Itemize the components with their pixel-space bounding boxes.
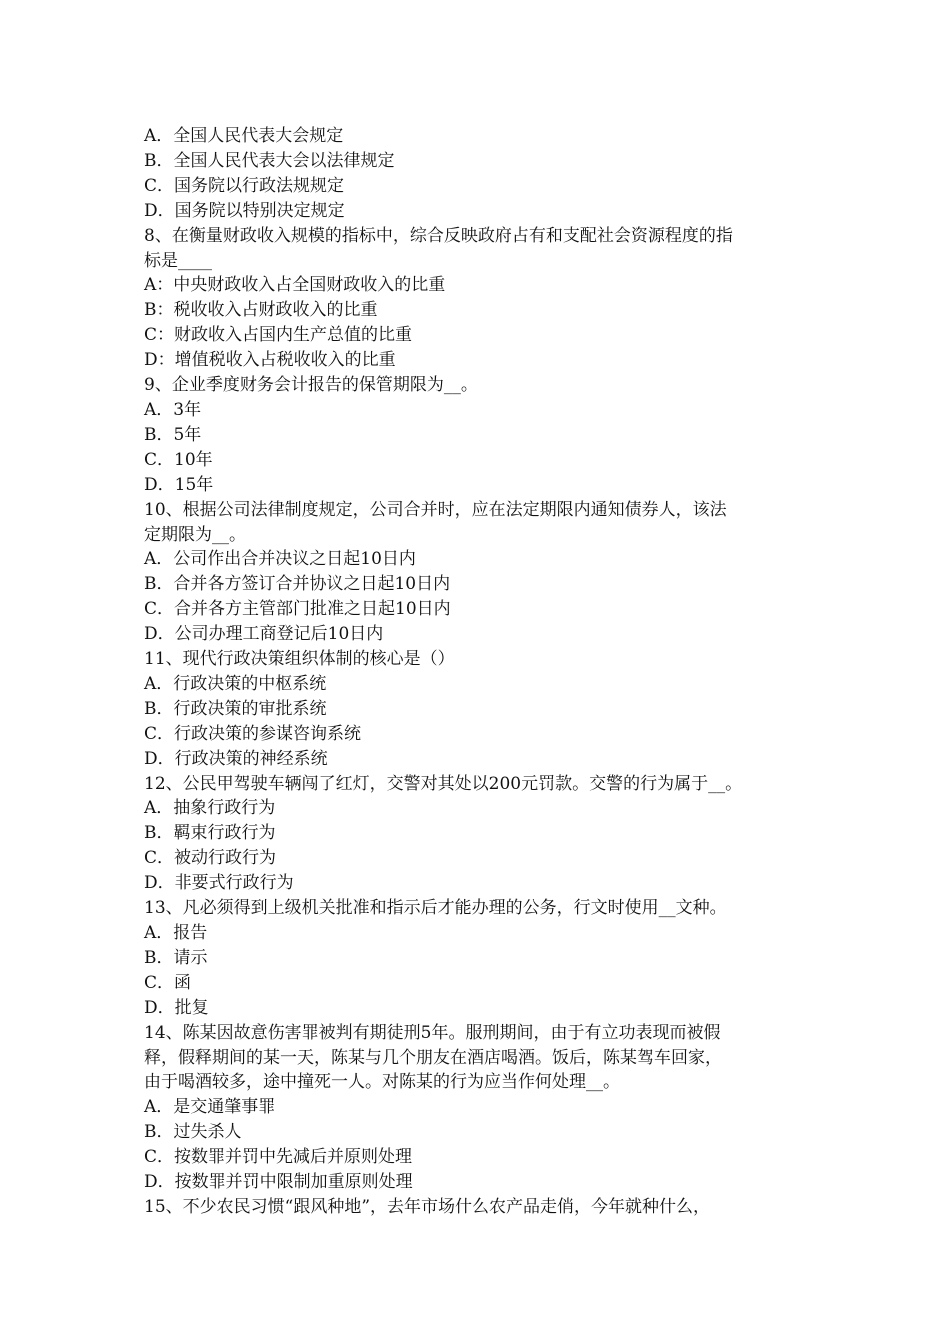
question-line: 释，假释期间的某一天，陈某与几个朋友在酒店喝酒。饭后，陈某驾车回家， bbox=[144, 1047, 722, 1068]
option-line: B．5年 bbox=[144, 424, 202, 445]
option-line: A：中央财政收入占全国财政收入的比重 bbox=[144, 275, 446, 296]
option-line: B．全国人民代表大会以法律规定 bbox=[144, 150, 395, 171]
question-line: 12、公民甲驾驶车辆闯了红灯，交警对其处以200元罚款。交警的行为属于__。 bbox=[144, 773, 743, 794]
option-line: C：财政收入占国内生产总值的比重 bbox=[144, 325, 413, 346]
option-line: D．行政决策的神经系统 bbox=[144, 748, 328, 769]
option-line: A．3年 bbox=[144, 399, 202, 420]
option-line: B．合并各方签订合并协议之日起10日内 bbox=[144, 574, 451, 595]
option-line: A．公司作出合并决议之日起10日内 bbox=[144, 549, 416, 570]
option-line: B．羁束行政行为 bbox=[144, 823, 276, 844]
option-line: B．请示 bbox=[144, 947, 208, 968]
question-line: 定期限为__。 bbox=[144, 524, 246, 545]
option-line: B．过失杀人 bbox=[144, 1122, 242, 1143]
question-line: 13、凡必须得到上级机关批准和指示后才能办理的公务，行文时使用__文种。 bbox=[144, 898, 727, 919]
option-line: A．抽象行政行为 bbox=[144, 798, 276, 819]
option-line: D．15年 bbox=[144, 474, 214, 495]
option-line: A．是交通肇事罪 bbox=[144, 1097, 276, 1118]
option-line: D．国务院以特别决定规定 bbox=[144, 200, 345, 221]
option-line: A．行政决策的中枢系统 bbox=[144, 673, 327, 694]
question-line: 9、企业季度财务会计报告的保管期限为__。 bbox=[144, 375, 478, 396]
question-line: 标是____ bbox=[144, 250, 212, 271]
option-line: C．被动行政行为 bbox=[144, 848, 277, 869]
option-line: C．按数罪并罚中先减后并原则处理 bbox=[144, 1147, 413, 1168]
option-line: B．行政决策的审批系统 bbox=[144, 698, 327, 719]
question-line: 10、根据公司法律制度规定，公司合并时，应在法定期限内通知债券人，该法 bbox=[144, 499, 727, 520]
document-page bbox=[144, 124, 812, 1220]
option-line: B：税收收入占财政收入的比重 bbox=[144, 300, 378, 321]
option-line: C．合并各方主管部门批准之日起10日内 bbox=[144, 599, 451, 620]
option-line: D．批复 bbox=[144, 997, 209, 1018]
question-line: 15、不少农民习惯“跟风种地”，去年市场什么农产品走俏，今年就种什么， bbox=[144, 1196, 711, 1217]
question-line: 由于喝酒较多，途中撞死一人。对陈某的行为应当作何处理__。 bbox=[144, 1072, 620, 1093]
option-line: C．行政决策的参谋咨询系统 bbox=[144, 723, 362, 744]
option-line: D：增值税收入占税收收入的比重 bbox=[144, 350, 396, 371]
option-line: C．国务院以行政法规规定 bbox=[144, 175, 345, 196]
question-line: 14、陈某因故意伤害罪被判有期徒刑5年。服刑期间，由于有立功表现而被假 bbox=[144, 1022, 721, 1043]
question-line: 8、在衡量财政收入规模的指标中，综合反映政府占有和支配社会资源程度的指 bbox=[144, 225, 733, 246]
option-line: D．非要式行政行为 bbox=[144, 873, 294, 894]
question-line: 11、现代行政决策组织体制的核心是（） bbox=[144, 649, 455, 670]
option-line: D．按数罪并罚中限制加重原则处理 bbox=[144, 1172, 413, 1193]
option-line: C．10年 bbox=[144, 449, 213, 470]
option-line: C．函 bbox=[144, 972, 192, 993]
option-line: A．全国人民代表大会规定 bbox=[144, 126, 344, 146]
option-line: A．报告 bbox=[144, 923, 208, 943]
option-line: D．公司办理工商登记后10日内 bbox=[144, 624, 384, 645]
